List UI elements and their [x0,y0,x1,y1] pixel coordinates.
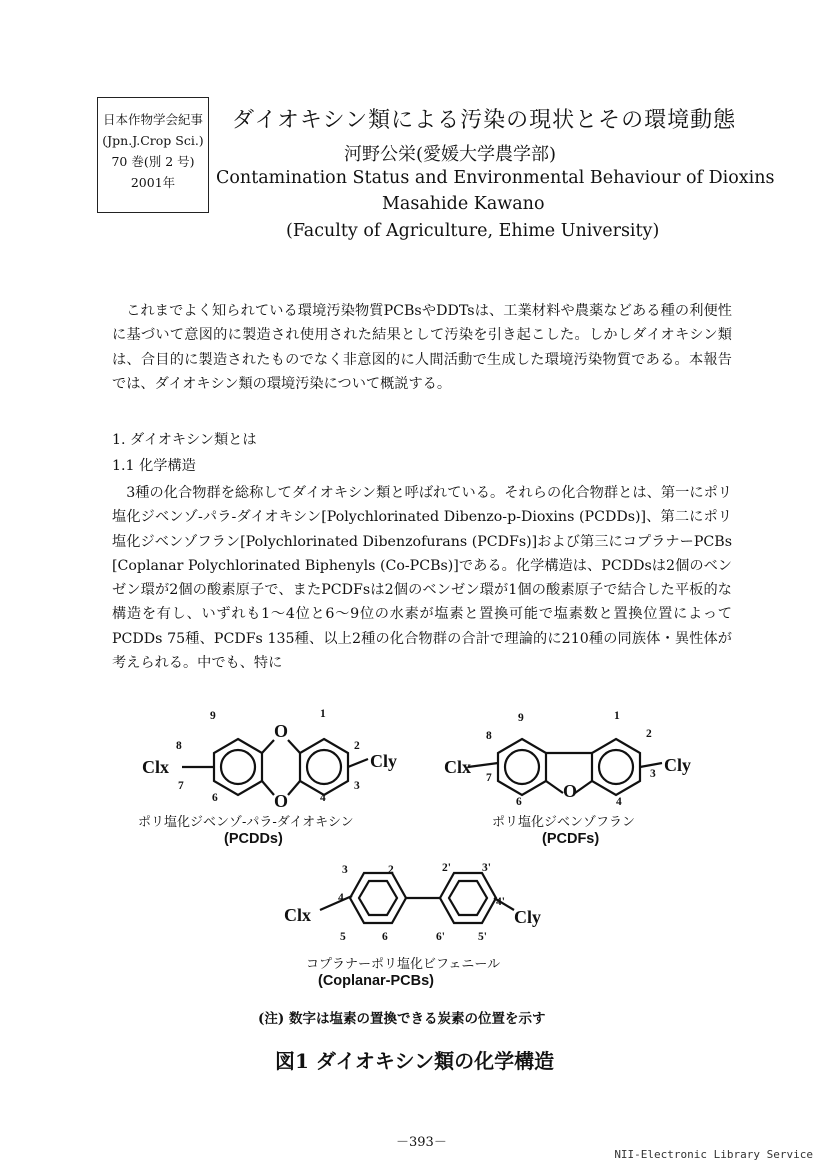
pcdf-cly: Cly [664,755,691,775]
pcdf-cl-bond [640,763,662,767]
page-number: －393－ [396,1135,447,1150]
author-english: Masahide Kawano [382,194,545,214]
pcb-caption: コプラナーポリ塩化ビフェニール [306,957,501,972]
pcdd-pos-3: 3 [354,780,360,792]
abstract-text: これまでよく知られている環境汚染物質PCBsやDDTsは、工業材料や農薬などある種の利便性に基づいて意図的に製造され使用された結果として汚染を引き起こした。しかしダイオキシン類は、合目的に製造されたものでなく非意図的に人間活動で生成した環境汚染物質である。本報告では、ダイオキシン類の環境汚染について概説する。 [112,303,732,392]
pcdf-abbr: (PCDFs) [542,831,600,847]
pcdd-bond [262,781,274,795]
pcdd-pos-6: 6 [212,792,218,804]
pcb-pos-4p: 4' [496,896,505,908]
pcdd-pos-8: 8 [176,740,182,752]
figure-chemical-structures [130,695,710,1085]
pcdf-pos-6: 6 [516,796,522,808]
pcb-pos-5p: 5' [478,931,487,943]
pcdd-pos-4: 4 [320,792,326,804]
title-english: Contamination Status and Environmental Behaviour of Dioxins [216,168,775,188]
pcdd-cl-bond [348,759,368,767]
pcdf-clx: Clx [444,757,471,777]
pcb-clx: Clx [284,905,311,925]
section-paragraph: 3種の化合物群を総称してダイオキシン類と呼ばれている。それらの化合物群とは、第一にポリ塩化ジベンゾ-パラ-ダイオキシン[Polychlorinated Dibenzo-p-Dioxins (PCDDs)]、第二にポリ塩化ジベンゾフラン[Polychlorinated Dibenzofurans (PCDFs)]および第三にコプラナーPCBs [Coplanar Polychlorinated Biphenyls (Co-PCBs)]である。化学構造は、PCDDsは2個のベンゼン環が2個の酸素原子で、またPCDFsは2個のベンゼン環が1個の酸素原子で結合した平板的な構造を有し、いずれも1～4位と6～9位の水素が塩素と置換可能で塩素数と置換位置によってPCDDs 75種、PCDFs 135種、以上2種の化合物群の合計で理論的に210種の同族体・異性体が考えられる。中でも、特に [112,485,732,672]
pcb-pos-3p: 3' [482,862,491,874]
pcdd-clx: Clx [142,757,169,777]
pcb-pos-2: 2 [388,864,394,876]
figure-note: (注) 数字は塩素の置換できる炭素の位置を示す [258,1011,546,1027]
pcdf-pos-3: 3 [650,768,656,780]
pcdf-right-aromatic [599,750,633,784]
journal-volume: 70 巻(別 2 号) [111,154,195,169]
pcdf-pos-1: 1 [614,710,620,722]
pcdd-pos-7: 7 [178,780,184,792]
author-japanese: 河野公栄(愛媛大学農学部) [344,144,557,165]
journal-year: 2001年 [130,175,176,190]
pcdd-pos-2: 2 [354,740,360,752]
pcdd-caption: ポリ塩化ジベンゾ-パラ-ダイオキシン [138,815,354,830]
abstract [112,299,732,396]
pcb-pos-4: 4 [338,892,344,904]
pcdd-bond [288,740,300,753]
subsection-heading: 1.1 化学構造 [112,458,196,474]
pcdd-pos-1: 1 [320,708,326,720]
section-body [112,481,732,675]
pcdf-pos-9: 9 [518,712,524,724]
journal-abbr: (Jpn.J.Crop Sci.) [102,133,204,148]
title-japanese: ダイオキシン類による汚染の現状とその環境動態 [232,108,737,133]
pcb-pos-6: 6 [382,931,388,943]
pcb-pos-6p: 6' [436,931,445,943]
pcdf-caption: ポリ塩化ジベンゾフラン [492,815,636,830]
figure-title: 図1 ダイオキシン類の化学構造 [275,1049,555,1073]
pcdf-bond [575,781,592,793]
pcdd-left-aromatic [221,750,255,784]
pcdd-oxygen: O [274,721,289,741]
pcdf-pos-8: 8 [486,730,492,742]
pcdd-pos-9: 9 [210,710,216,722]
pcdd-bond [288,781,300,795]
journal-name: 日本作物学会紀事 [102,112,203,127]
pcdd-right-aromatic [307,750,341,784]
pcdf-bond [546,781,563,793]
pcdf-cl-bond [468,763,498,767]
structure-diagrams [130,695,710,995]
pcb-cly: Cly [514,907,541,927]
pcdf-left-aromatic [505,750,539,784]
pcb-left-inner [359,881,397,915]
footer-library-service: NII-Electronic Library Service [614,1148,813,1161]
pcb-cl-bond [320,896,352,910]
pcdd-oxygen: O [274,791,289,811]
pcb-pos-3: 3 [342,864,348,876]
pcb-pos-2p: 2' [442,862,451,874]
pcdf-oxygen: O [563,781,578,801]
pcdd-abbr: (PCDDs) [224,831,283,847]
section-heading: 1. ダイオキシン類とは [112,432,257,448]
pcb-pos-5: 5 [340,931,346,943]
pcb-right-inner [449,881,487,915]
pcdf-pos-7: 7 [486,772,492,784]
pcdd-cly: Cly [370,751,397,771]
affiliation-english: (Faculty of Agriculture, Ehime University) [286,221,660,241]
pcdf-pos-4: 4 [616,796,622,808]
pcb-abbr: (Coplanar-PCBs) [318,973,435,989]
pcdf-pos-2: 2 [646,728,652,740]
pcdd-bond [262,740,274,753]
journal-info-box [97,97,209,213]
